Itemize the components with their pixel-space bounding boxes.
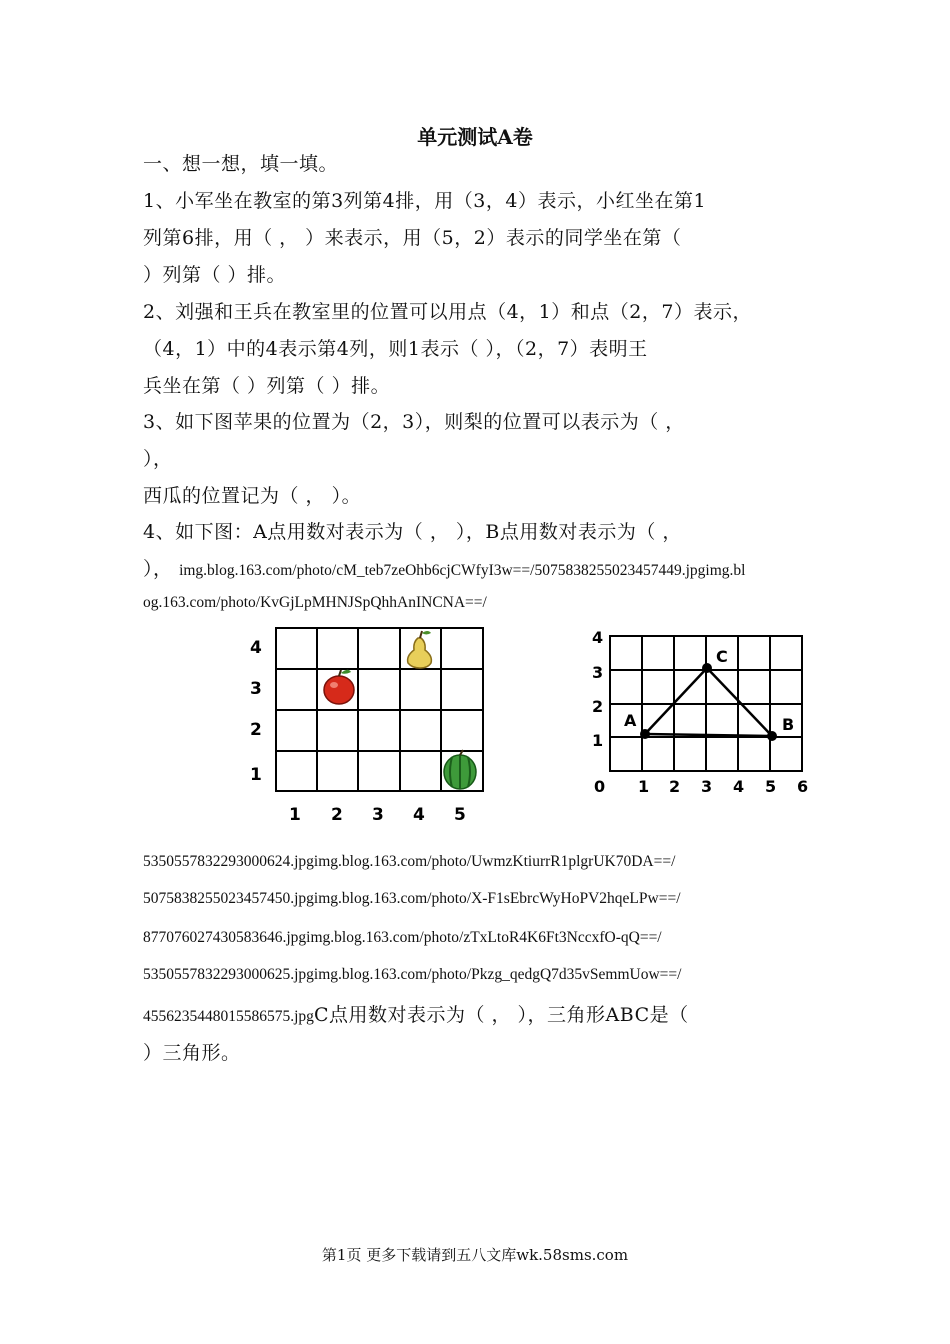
q4-tail-line1 — [143, 1000, 689, 1027]
pear-icon — [408, 631, 432, 668]
grid1-y-label: 3 — [250, 679, 262, 699]
grid1-y-label: 4 — [250, 638, 262, 658]
watermelon-icon — [444, 750, 476, 789]
page-footer: 第1页 更多下载请到五八文库wk.58sms.com — [321, 1246, 629, 1264]
grid1-y-label: 2 — [250, 720, 262, 740]
q4-line2-prefix: ）， — [143, 558, 173, 580]
point-label: A — [624, 711, 637, 730]
grid1-y-label: 1 — [250, 765, 262, 785]
image-url: 5350557832293000625.jpgimg.blog.163.com/photo/Pkzg_qedgQ7d35vSemmUow==/ — [143, 966, 682, 983]
grid2-x-label: 3 — [701, 777, 713, 796]
image-url: 5075838255023457450.jpgimg.blog.163.com/photo/X-F1sEbrcWyHoPV2hqeLPw==/ — [143, 890, 681, 907]
grid2-x-label: 2 — [669, 777, 681, 796]
point-b — [767, 731, 777, 741]
grid2-x-label: 6 — [797, 777, 809, 796]
grid2-x-label: 5 — [765, 777, 777, 796]
grid2-y-label: 4 — [592, 628, 604, 647]
point-c — [702, 663, 712, 673]
section-heading: 一、想一想，填一填。 — [143, 153, 339, 175]
grid2-y-label: 3 — [592, 663, 604, 682]
coordinate-grid-figure — [580, 618, 835, 830]
image-url: 4556235448015586575.jpg — [143, 1008, 314, 1025]
grid2-x-label: 0 — [594, 777, 606, 796]
grid2-x-label: 1 — [638, 777, 650, 796]
point-label: B — [782, 715, 795, 734]
grid1-x-label: 1 — [289, 805, 301, 825]
image-url: og.163.com/photo/KvGjLpMHNJSpQhhAnINCNA==/ — [143, 594, 487, 611]
q4-line2 — [143, 554, 745, 581]
q4-tail-text: C点用数对表示为（ ， ），三角形ABC是（ — [313, 1004, 689, 1026]
grid1-x-label: 3 — [372, 805, 384, 825]
grid1-x-label: 2 — [331, 805, 343, 825]
image-url: 5350557832293000624.jpgimg.blog.163.com/photo/UwmzKtiurrR1plgrUK70DA==/ — [143, 853, 676, 870]
grid1-x-label: 4 — [413, 805, 425, 825]
q1-line2: 列第6排，用（ ， ）来表示，用（5，2）表示的同学坐在第（ — [143, 227, 682, 249]
point-a — [640, 729, 650, 739]
q1-line3: ）列第（ ）排。 — [143, 264, 287, 286]
q4-line1: 4、如下图：A点用数对表示为（ ， ），B点用数对表示为（ ， — [143, 521, 682, 543]
q2-line3: 兵坐在第（ ）列第（ ）排。 — [143, 375, 391, 397]
apple-icon — [324, 670, 354, 704]
grid1-x-label: 5 — [454, 805, 466, 825]
point-label: C — [716, 647, 728, 666]
q4-tail-line2: ）三角形。 — [143, 1042, 241, 1064]
q3-line1: 3、如下图苹果的位置为（2，3），则梨的位置可以表示为（ ， — [143, 411, 685, 433]
fruit-grid-figure — [240, 618, 502, 830]
grid2-y-label: 2 — [592, 697, 604, 716]
q3-line2: ）， — [143, 448, 173, 470]
grid2-y-label: 1 — [592, 731, 604, 750]
q3-line3: 西瓜的位置记为（ ， ）。 — [143, 485, 362, 507]
q1-line1: 1、小军坐在教室的第3列第4排，用（3，4）表示，小红坐在第1 — [143, 190, 707, 212]
page-title: 单元测试A卷 — [417, 125, 533, 149]
image-url: 877076027430583646.jpgimg.blog.163.com/photo/zTxLtoR4K6Ft3NccxfO-qQ==/ — [143, 929, 662, 946]
grid2-x-label: 4 — [733, 777, 745, 796]
q2-line1: 2、刘强和王兵在教室里的位置可以用点（4，1）和点（2，7）表示， — [143, 301, 752, 323]
q2-line2: （4，1）中的4表示第4列，则1表示（ ），（2，7）表明王 — [143, 338, 648, 360]
image-url: img.blog.163.com/photo/cM_teb7zeOhb6cjCWfyI3w==/5075838255023457449.jpgimg.bl — [179, 562, 746, 579]
